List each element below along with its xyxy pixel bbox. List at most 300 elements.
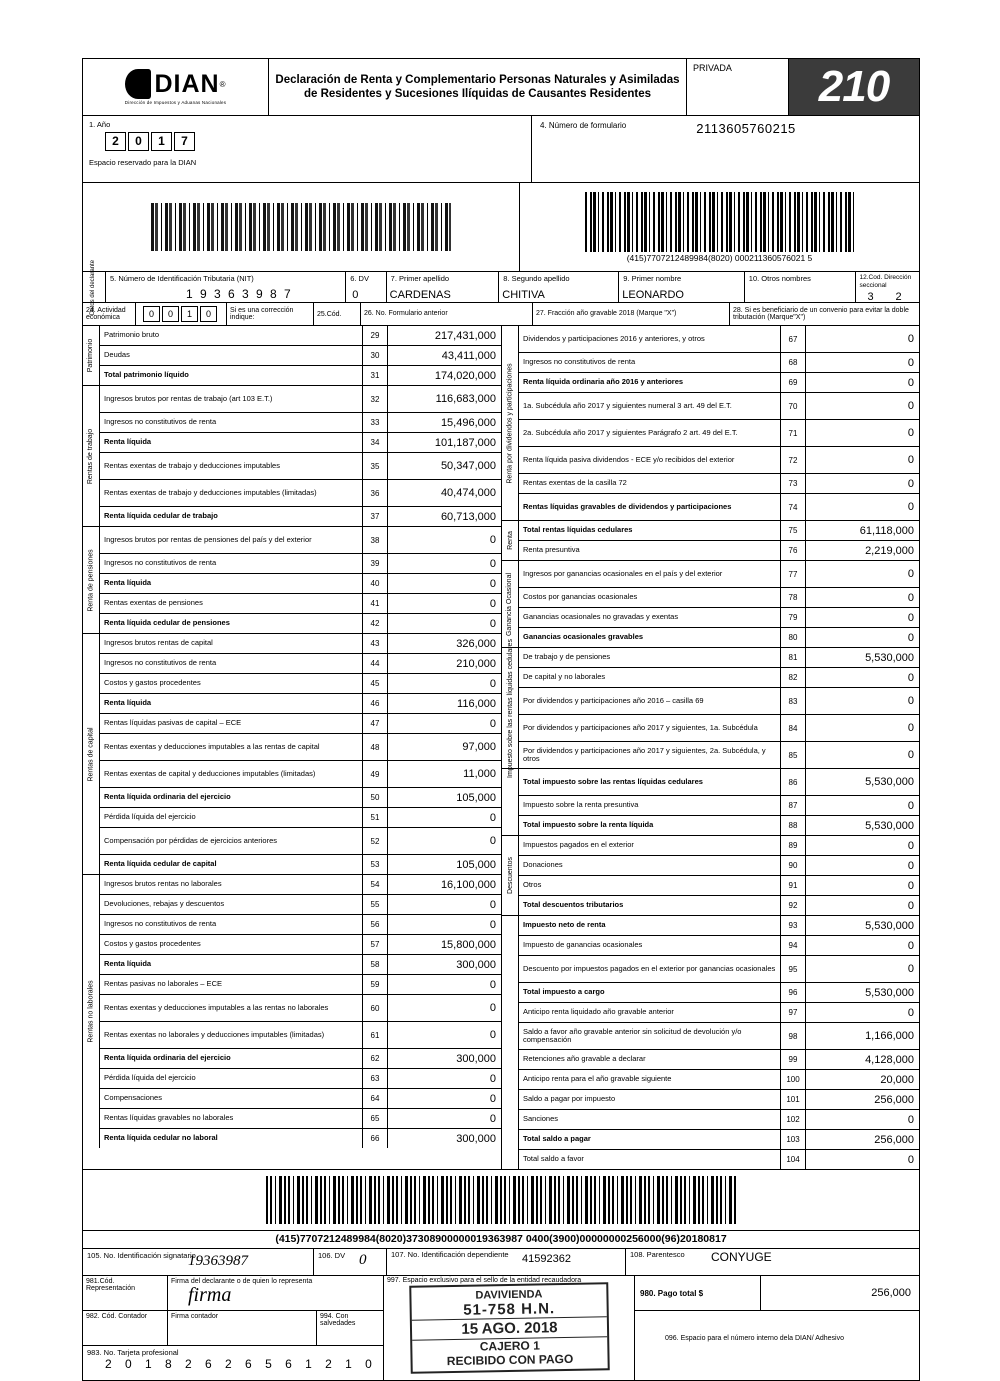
line-value[interactable]: 0 <box>907 568 914 580</box>
line-number: 69 <box>780 373 806 392</box>
line-label: Total impuesto sobre la renta líquida <box>523 820 654 830</box>
form-line <box>519 1023 919 1050</box>
line-label: Renta líquida <box>104 698 152 708</box>
line-value[interactable]: 256,000 <box>874 1133 914 1146</box>
line-value[interactable]: 0 <box>907 939 914 952</box>
form-line <box>100 507 501 526</box>
year-digit: 2 <box>105 132 126 151</box>
activity-digits[interactable] <box>136 303 227 325</box>
line-number: 49 <box>362 761 388 787</box>
first-name-field[interactable] <box>619 272 745 302</box>
line-number: 93 <box>780 916 806 935</box>
line-label: Rentas exentas de pensiones <box>104 598 203 608</box>
line-value[interactable]: 0 <box>907 477 914 490</box>
line-value[interactable]: 0 <box>907 611 914 624</box>
line-number: 32 <box>362 386 388 412</box>
nit-field[interactable] <box>106 272 346 302</box>
form-line <box>519 420 919 447</box>
line-value[interactable]: 0 <box>907 400 914 412</box>
line-value[interactable]: 0 <box>907 899 914 912</box>
line-label: Renta líquida ordinaria del ejercicio <box>104 1053 231 1063</box>
form-line <box>519 1070 919 1090</box>
line-value[interactable]: 16,100,000 <box>440 878 496 891</box>
line-value[interactable]: 0 <box>907 671 914 684</box>
year-digit: 1 <box>151 132 172 151</box>
line-label: Renta presuntiva <box>523 545 580 555</box>
line-value[interactable]: 0 <box>489 1092 496 1105</box>
treaty-benefit-label[interactable]: 28. Si es beneficiario de un convenio para evitar la doble tributación (Marque"X") <box>733 306 909 321</box>
form-line <box>100 788 501 808</box>
form-barcode-block <box>520 183 919 271</box>
section-side-caption <box>502 769 519 835</box>
line-label: Rentas exentas y deducciones imputables a las rentas no laborales <box>104 1002 329 1012</box>
line-number: 42 <box>362 614 388 633</box>
activity-digit: 0 <box>143 306 160 322</box>
accountant-signature-label[interactable]: Firma contador <box>168 1311 317 1345</box>
line-number: 35 <box>362 453 388 479</box>
line-value[interactable]: 0 <box>907 695 914 707</box>
line-label: Renta líquida cedular de capital <box>104 859 217 869</box>
form-line <box>100 1089 501 1109</box>
line-value[interactable]: 0 <box>489 898 496 911</box>
line-number: 57 <box>362 935 388 954</box>
line-value[interactable]: 0 <box>489 557 496 570</box>
line-number: 102 <box>780 1110 806 1129</box>
line-value[interactable]: 0 <box>489 577 496 590</box>
line-number: 29 <box>362 326 388 345</box>
section-left-4 <box>83 875 501 1148</box>
line-label: Por dividendos y participaciones año 2017 y siguientes, 2a. Subcédula, y otros <box>523 745 766 763</box>
second-surname-field[interactable] <box>499 272 619 302</box>
line-value[interactable]: 0 <box>907 1006 914 1019</box>
line-value[interactable]: 5,530,000 <box>865 819 914 832</box>
first-name-label: 9. Primer nombre <box>623 274 682 283</box>
dian-logo-subtitle: Dirección de Impuestos y Aduanas Nacionales <box>124 100 227 105</box>
line-number: 97 <box>780 1003 806 1022</box>
form-line <box>519 896 919 915</box>
line-number: 41 <box>362 594 388 613</box>
line-label: Saldo a pagar por impuesto <box>523 1094 616 1104</box>
line-value[interactable]: 0 <box>907 749 914 761</box>
stamp-received: RECIBIDO CON PAGO <box>446 1351 573 1369</box>
form-line <box>519 836 919 856</box>
line-label: Dividendos y participaciones 2016 y anteriores, y otros <box>523 333 705 343</box>
first-name-value: LEONARDO <box>622 289 684 301</box>
line-number: 103 <box>780 1130 806 1149</box>
form-line <box>100 413 501 433</box>
line-value[interactable]: 0 <box>907 963 914 975</box>
line-number: 79 <box>780 608 806 627</box>
form-line <box>519 769 919 796</box>
form-line <box>519 983 919 1003</box>
form-line <box>100 995 501 1022</box>
line-value[interactable]: 0 <box>907 454 914 466</box>
line-value[interactable]: 0 <box>489 1072 496 1085</box>
line-number: 65 <box>362 1109 388 1128</box>
line-value[interactable]: 0 <box>907 722 914 734</box>
representation-code-label[interactable]: 981.Cód. Representación <box>83 1276 168 1310</box>
form-number-value: 2113605760215 <box>696 121 796 136</box>
first-surname-field[interactable] <box>387 272 500 302</box>
line-value[interactable]: 300,000 <box>456 1132 496 1145</box>
line-value[interactable]: 0 <box>907 501 914 513</box>
line-number: 55 <box>362 895 388 914</box>
signatory-dv-label: 106. DV <box>318 1251 346 1260</box>
section-right-3 <box>502 638 919 778</box>
dv-field[interactable] <box>346 272 386 302</box>
year-row <box>83 116 919 183</box>
form-line <box>519 956 919 983</box>
line-label: Deudas <box>104 350 130 360</box>
bank-stamp <box>409 1282 610 1373</box>
line-label: Rentas exentas de trabajo y deducciones imputables <box>104 460 280 470</box>
adhesive-space-label: 096. Espacio para el número interno dela DIAN/ Adhesivo <box>665 1335 844 1342</box>
form-line <box>519 715 919 742</box>
line-label: Renta líquida <box>104 959 152 969</box>
form-line <box>100 346 501 366</box>
line-value[interactable]: 0 <box>489 1112 496 1125</box>
line-number: 95 <box>780 956 806 982</box>
line-number: 36 <box>362 480 388 506</box>
first-surname-value: CARDENAS <box>389 289 451 301</box>
line-label: Renta líquida cedular no laboral <box>104 1133 218 1143</box>
form-line <box>100 674 501 694</box>
line-value[interactable]: 15,800,000 <box>440 938 496 951</box>
line-value[interactable]: 300,000 <box>456 1052 496 1065</box>
line-value[interactable]: 105,000 <box>456 791 496 804</box>
line-value[interactable]: 105,000 <box>456 858 496 871</box>
main-grid <box>83 326 919 1169</box>
section-rows <box>519 916 919 1169</box>
line-label: Ingresos no constitutivos de renta <box>104 417 217 427</box>
activity-label: 24. Actividad económica <box>83 303 136 325</box>
previous-form-label[interactable]: 26. No. Formulario anterior <box>361 303 533 325</box>
seccional-label: 12.Cod. Dirección seccional <box>859 274 912 289</box>
declarant-signature-box[interactable] <box>168 1276 383 1310</box>
section-rows <box>100 634 501 874</box>
form-line <box>100 326 501 346</box>
form-line <box>519 561 919 588</box>
line-value[interactable]: 0 <box>489 835 496 847</box>
form-line <box>519 326 919 353</box>
section-side-caption: Rentas de capital <box>83 634 100 874</box>
line-value[interactable]: 0 <box>907 859 914 872</box>
total-payment-value: 256,000 <box>760 1276 919 1310</box>
form-line <box>519 796 919 816</box>
line-number: 64 <box>362 1089 388 1108</box>
section-side-caption: Impuesto sobre las rentas líquidas cedulares <box>502 648 519 768</box>
line-number: 60 <box>362 995 388 1021</box>
line-value[interactable]: 40,474,000 <box>440 487 496 499</box>
line-value[interactable]: 0 <box>907 1153 914 1166</box>
form-line <box>100 915 501 935</box>
section-rows <box>519 521 919 560</box>
line-label: Ganancias ocasionales gravables <box>523 632 644 642</box>
form-line <box>100 1069 501 1089</box>
line-value[interactable]: 326,000 <box>456 637 496 650</box>
line-label: Renta líquida cedular de pensiones <box>104 618 230 628</box>
line-value[interactable]: 0 <box>907 427 914 439</box>
line-value[interactable]: 15,496,000 <box>440 416 496 429</box>
bottom-barcode-text: (415)7707212489984(8020)37308900000019363987 0400(3900)00000000256000(96)20180817 <box>83 1231 919 1249</box>
line-number: 99 <box>780 1050 806 1069</box>
payment-area <box>635 1276 919 1380</box>
line-value[interactable]: 97,000 <box>462 741 496 753</box>
barcode-image <box>585 192 855 252</box>
line-label: Total rentas líquidas cedulares <box>523 525 633 535</box>
signatory-dv-field[interactable] <box>314 1249 387 1275</box>
line-label: Anticipo renta liquidado año gravable anterior <box>523 1007 674 1017</box>
line-label: Rentas exentas de capital y deducciones imputables (limitadas) <box>104 768 316 778</box>
dependent-id-field[interactable] <box>387 1249 626 1275</box>
section-rows <box>519 648 919 768</box>
line-label: Renta líquida <box>104 578 152 588</box>
form-line <box>519 668 919 688</box>
form-line <box>519 876 919 896</box>
form-line <box>519 688 919 715</box>
section-side-caption: Descuentos <box>502 836 519 915</box>
line-label: Costos y gastos procedentes <box>104 939 201 949</box>
line-value[interactable]: 0 <box>489 1029 496 1041</box>
form-line <box>519 353 919 373</box>
signatory-id-label: 105. No. Identificación signatario <box>87 1251 196 1260</box>
dependent-id-value: 41592362 <box>522 1253 571 1265</box>
line-label: 2a. Subcédula año 2017 y siguientes Parágrafo 2 art. 49 del E.T. <box>523 427 738 437</box>
relationship-field[interactable] <box>626 1249 919 1275</box>
line-label: Pérdida líquida del ejercicio <box>104 812 196 822</box>
line-number: 54 <box>362 875 388 894</box>
dian-logo <box>83 59 269 115</box>
form-line <box>100 734 501 761</box>
line-value[interactable]: 43,411,000 <box>441 349 496 362</box>
line-value[interactable]: 0 <box>907 799 914 812</box>
line-label: Ingresos no constitutivos de renta <box>104 558 217 568</box>
form-line <box>100 433 501 453</box>
line-number: 71 <box>780 420 806 446</box>
line-number: 44 <box>362 654 388 673</box>
line-number: 52 <box>362 828 388 854</box>
with-qualifications-label[interactable]: 994. Con salvedades <box>320 1313 356 1327</box>
line-label: Devoluciones, rebajas y descuentos <box>104 899 225 909</box>
form-line <box>100 453 501 480</box>
representation-row <box>83 1276 383 1311</box>
line-number: 58 <box>362 955 388 974</box>
bank-stamp-area <box>384 1276 635 1380</box>
activity-digit: 0 <box>200 306 217 322</box>
section-left-0 <box>83 326 501 386</box>
line-value[interactable]: 1,166,000 <box>865 1030 914 1042</box>
year-digit: 0 <box>128 132 149 151</box>
section-right-2 <box>502 561 919 648</box>
line-value[interactable]: 0 <box>907 1113 914 1126</box>
section-rows <box>519 836 919 915</box>
line-value[interactable]: 61,118,000 <box>859 524 914 537</box>
signatory-id-field[interactable] <box>83 1249 314 1275</box>
line-value[interactable]: 0 <box>489 811 496 824</box>
line-label: Impuesto neto de renta <box>523 920 606 930</box>
line-label: Costos por ganancias ocasionales <box>523 592 638 602</box>
line-number: 90 <box>780 856 806 875</box>
line-label: Rentas pasivas no laborales – ECE <box>104 979 222 989</box>
line-number: 67 <box>780 326 806 352</box>
line-value[interactable]: 60,713,000 <box>440 510 496 523</box>
section-right-5 <box>502 836 919 916</box>
line-number: 51 <box>362 808 388 827</box>
total-payment-label: 980. Pago total $ <box>640 1288 704 1298</box>
line-label: Ingresos no constitutivos de renta <box>523 357 636 367</box>
declarant-signature-scribble: firma <box>188 1284 232 1306</box>
line-value[interactable]: 0 <box>489 978 496 991</box>
line-number: 70 <box>780 393 806 419</box>
line-value[interactable]: 101,187,000 <box>434 436 496 449</box>
bank-stamp-label: 997. Espacio exclusivo para el sello de la entidad recaudadora <box>387 1277 582 1284</box>
line-value[interactable]: 116,683,000 <box>435 393 496 405</box>
line-value[interactable]: 217,431,000 <box>434 329 496 342</box>
stamp-date: 15 AGO. 2018 <box>411 1316 606 1340</box>
second-surname-value: CHITIVA <box>502 289 545 301</box>
first-surname-label: 7. Primer apellido <box>390 274 450 283</box>
form-line <box>519 541 919 560</box>
line-value[interactable]: 5,530,000 <box>865 919 914 932</box>
line-number: 80 <box>780 628 806 647</box>
signatory-row <box>83 1249 919 1276</box>
line-value[interactable]: 0 <box>489 534 496 546</box>
form-line <box>100 386 501 413</box>
line-number: 33 <box>362 413 388 432</box>
line-number: 88 <box>780 816 806 835</box>
form-line <box>519 447 919 474</box>
line-label: Impuestos pagados en el exterior <box>523 840 634 850</box>
line-value[interactable]: 0 <box>489 717 496 730</box>
line-label: Total saldo a pagar <box>523 1134 591 1144</box>
line-value[interactable]: 0 <box>907 356 914 369</box>
dv-label: 6. DV <box>350 274 369 283</box>
form-line <box>100 975 501 995</box>
fraction-year-label[interactable]: 27. Fracción año gravable 2018 (Marque "X") <box>533 303 730 325</box>
line-label: Saldo a favor año gravable anterior sin solicitud de devolución y/o compensación <box>523 1026 742 1044</box>
signature-left-column <box>83 1276 384 1380</box>
line-number: 68 <box>780 353 806 372</box>
line-value[interactable]: 5,530,000 <box>865 651 914 664</box>
line-value[interactable]: 256,000 <box>874 1093 914 1106</box>
form-line <box>519 628 919 647</box>
line-label: Rentas líquidas gravables de dividendos y participaciones <box>523 501 732 511</box>
line-number: 92 <box>780 896 806 915</box>
barcode-row <box>83 183 919 272</box>
form-line <box>519 1150 919 1169</box>
form-line <box>100 694 501 714</box>
professional-card-field[interactable] <box>83 1346 383 1373</box>
form-line <box>100 808 501 828</box>
line-label: Sanciones <box>523 1114 559 1124</box>
line-value[interactable]: 0 <box>907 839 914 852</box>
line-value[interactable]: 174,020,000 <box>434 369 496 382</box>
form-line <box>100 634 501 654</box>
form-line <box>519 588 919 608</box>
line-label: Renta líquida pasiva dividendos - ECE y/o recibidos del exterior <box>523 454 735 464</box>
line-value[interactable]: 5,530,000 <box>865 986 914 999</box>
form-line <box>519 474 919 494</box>
line-value[interactable]: 0 <box>907 333 914 345</box>
tax-form-210 <box>82 58 920 1381</box>
form-line <box>519 816 919 835</box>
line-value[interactable]: 11,000 <box>463 768 496 780</box>
line-number: 40 <box>362 574 388 593</box>
line-value[interactable]: 0 <box>907 591 914 604</box>
section-rows <box>519 769 919 835</box>
line-number: 104 <box>780 1150 806 1169</box>
line-value[interactable]: 0 <box>489 677 496 690</box>
line-number: 73 <box>780 474 806 493</box>
line-value[interactable]: 0 <box>907 879 914 892</box>
line-number: 66 <box>362 1129 388 1148</box>
form-line <box>519 608 919 628</box>
form-line <box>100 1022 501 1049</box>
line-value[interactable]: 0 <box>907 376 914 389</box>
line-value[interactable]: 5,530,000 <box>865 776 914 788</box>
line-value[interactable]: 4,128,000 <box>865 1053 914 1066</box>
form-line <box>100 527 501 554</box>
line-value[interactable]: 0 <box>489 1002 496 1014</box>
line-value[interactable]: 2,219,000 <box>865 544 914 557</box>
line-label: Total descuentos tributarios <box>523 900 624 910</box>
line-label: Renta líquida cedular de trabajo <box>104 511 218 521</box>
stamp-cashier: CAJERO 1 <box>479 1338 540 1354</box>
section-side-caption: Patrimonio <box>83 326 100 385</box>
line-value[interactable]: 50,347,000 <box>440 460 496 472</box>
form-line <box>100 1049 501 1069</box>
right-column <box>502 326 919 1169</box>
line-value[interactable]: 0 <box>907 631 914 644</box>
form-line <box>100 366 501 385</box>
form-header <box>83 59 919 116</box>
other-names-field[interactable] <box>745 272 856 302</box>
line-label: Ingresos brutos por rentas de trabajo (art 103 E.T.) <box>104 393 273 403</box>
form-line <box>519 742 919 768</box>
form-line <box>100 1109 501 1129</box>
line-value[interactable]: 300,000 <box>456 958 496 971</box>
line-label: Anticipo renta para el año gravable siguiente <box>523 1074 672 1084</box>
form-line <box>100 828 501 855</box>
line-number: 50 <box>362 788 388 807</box>
section-rows <box>519 326 919 520</box>
section-side-caption: Ganancia Ocasional <box>502 561 519 647</box>
line-value[interactable]: 0 <box>489 597 496 610</box>
form-line <box>519 916 919 936</box>
form-line <box>100 761 501 788</box>
year-label: 1. Año <box>89 120 111 129</box>
form-line <box>519 648 919 668</box>
line-label: Descuento por impuestos pagados en el exterior por ganancias ocasionales <box>523 963 776 973</box>
line-value[interactable]: 116,000 <box>457 697 496 710</box>
second-surname-label: 8. Segundo apellido <box>503 274 570 283</box>
seccional-code-field[interactable] <box>856 272 920 302</box>
seccional-value-2: 2 <box>895 290 902 303</box>
line-label: Total saldo a favor <box>523 1154 584 1164</box>
form-code: 210 <box>818 62 890 111</box>
correction-code-label[interactable]: 25.Cód. <box>314 303 361 325</box>
line-value[interactable]: 210,000 <box>456 657 496 670</box>
form-line <box>519 1130 919 1150</box>
line-label: Rentas líquidas pasivas de capital – ECE <box>104 718 242 728</box>
form-line <box>519 521 919 541</box>
line-value[interactable]: 0 <box>489 918 496 931</box>
line-value[interactable]: 20,000 <box>880 1073 914 1086</box>
line-number: 62 <box>362 1049 388 1068</box>
line-value[interactable]: 0 <box>489 617 496 630</box>
accountant-code-label[interactable]: 982. Cód. Contador <box>83 1311 168 1345</box>
privacy-label: PRIVADA <box>686 59 788 115</box>
